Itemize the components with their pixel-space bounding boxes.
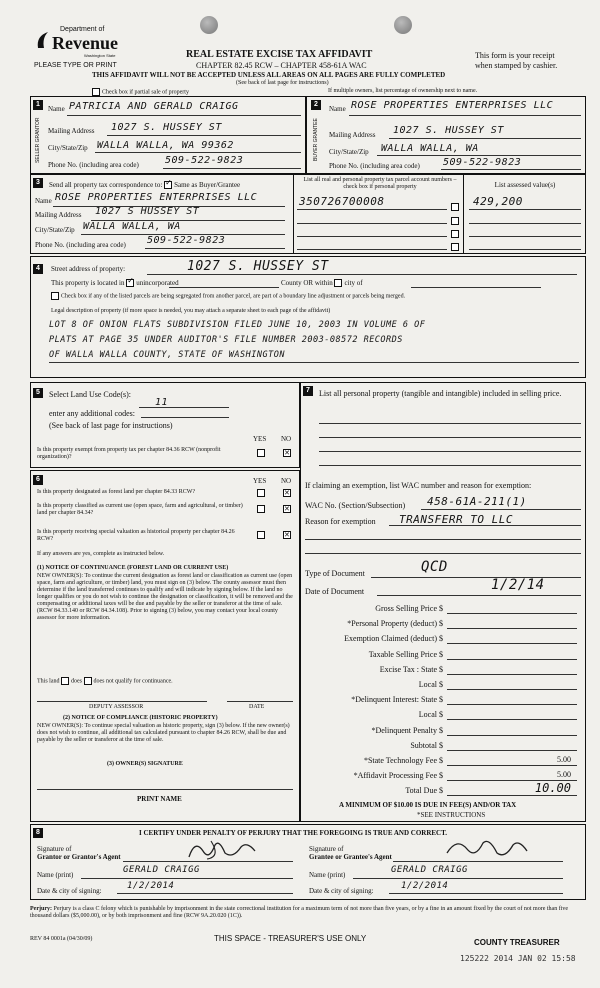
fee-row xyxy=(301,631,583,645)
personal-property-label: List all personal property (tangible and intangible) included in selling price. xyxy=(319,389,562,398)
seller-phone-value[interactable]: 509-522-9823 xyxy=(165,155,244,166)
current-use-yes-checkbox[interactable] xyxy=(257,505,265,513)
partial-sale-label: Check box if partial sale of property xyxy=(102,89,189,96)
fee-row xyxy=(301,647,583,661)
personal-property-checkbox-3[interactable] xyxy=(451,230,459,238)
notice1-body: NEW OWNER(S): To continue the current designation as forest land or classification as current use (open space, farm and agriculture, or timber) land, you must sign on (3) below. The county assessor must then determine if the land transferred continues to qualify and will indicate by signing below. If the land no longer qualifies or you do not wish to continue the designation or classification, it will be removed and the compensating or additional taxes will be due and payable by the seller or transferor at the time of sale. (RCW 84.33.140 or RCW 84.34.108). Prior to signing (3) below, you may contact your local county assessor for more information. xyxy=(37,573,293,621)
minimum-note: A MINIMUM OF $10.00 IS DUE IN FEE(S) AND/OR TAX xyxy=(339,801,517,809)
street-value[interactable]: 1027 S. HUSSEY ST xyxy=(187,259,329,274)
fee-label: Excise Tax : State $ xyxy=(379,664,443,674)
fee-label: *Delinquent Interest: State $ xyxy=(351,695,443,705)
fee-label: Total Due $ xyxy=(405,786,443,796)
logo-state: Washington State xyxy=(84,53,116,58)
fee-label: Exemption Claimed (deduct) $ xyxy=(344,634,443,644)
grantee-sig-label-1: Signature of xyxy=(309,845,344,853)
land-use-see-back: (See back of last page for instructions) xyxy=(49,421,173,430)
personal-property-checkbox-4[interactable] xyxy=(451,243,459,251)
logo-word: Revenue xyxy=(52,33,118,53)
land-use-label: Select Land Use Code(s): xyxy=(49,390,131,399)
perjury-note xyxy=(30,906,586,920)
section-number: 6 xyxy=(33,475,43,485)
tax-mailing-value[interactable]: 1027 S HUSSEY ST xyxy=(95,206,200,217)
treasurer-stamp: 125222 2014 JAN 02 15:58 xyxy=(460,954,576,963)
same-as-buyer-label: Same as Buyer/Grantee xyxy=(174,181,241,189)
buyer-mailing-label: Mailing Address xyxy=(329,131,376,139)
does-not-checkbox[interactable] xyxy=(84,677,92,685)
doc-type-label: Type of Document xyxy=(305,569,365,578)
send-to-label: Send all property tax correspondence to: xyxy=(49,181,163,189)
fee-value[interactable]: 10.00 xyxy=(534,781,571,796)
section-7-fees xyxy=(300,382,586,822)
see-instructions: *SEE INSTRUCTIONS xyxy=(417,811,486,819)
segregated-line xyxy=(51,292,405,300)
grantor-name-label: Name (print) xyxy=(37,871,74,879)
chapter-line: CHAPTER 82.45 RCW – CHAPTER 458-61A WAC xyxy=(196,61,367,70)
fee-row xyxy=(301,707,583,721)
unincorporated-checkbox[interactable]: ✓ xyxy=(127,276,134,286)
does-not-label: does not xyxy=(93,678,114,685)
fee-row xyxy=(301,601,583,615)
grantee-name-label: Name (print) xyxy=(309,871,346,879)
notice2-body: NEW OWNER(S): To continue special valuation as historic property, sign (3) below. If the new owner(s) does not wish to continue, all additional tax calculated pursuant to chapter 84.26 RCW, shall be due and payable by the seller or transferor at the time of sale. xyxy=(37,723,290,743)
grantor-date-label: Date & city of signing: xyxy=(37,887,102,895)
historic-yes-checkbox[interactable] xyxy=(257,531,265,539)
legal-line-2[interactable]: PLATS AT PAGE 35 UNDER AUDITOR'S FILE NUMBER 2003-08572 RECORDS xyxy=(49,335,403,345)
buyer-city-label: City/State/Zip xyxy=(329,148,369,156)
tax-mailing-label: Mailing Address xyxy=(35,211,82,219)
buyer-phone-label: Phone No. (including area code) xyxy=(329,162,420,170)
seller-city-label: City/State/Zip xyxy=(48,144,88,152)
county-treasurer: COUNTY TREASURER xyxy=(474,938,560,947)
buyer-city-value[interactable]: WALLA WALLA, WA xyxy=(381,143,479,154)
fee-label: *Personal Property (deduct) $ xyxy=(347,619,443,629)
section-number: 5 xyxy=(33,388,43,398)
does-label: does xyxy=(71,678,82,685)
legal-line-3[interactable]: OF WALLA WALLA COUNTY, STATE OF WASHINGTON xyxy=(49,350,285,360)
fee-row xyxy=(301,768,583,782)
multiple-owners-note: If multiple owners, list percentage of ownership next to name. xyxy=(328,88,478,94)
fee-value[interactable]: 5.00 xyxy=(557,755,571,764)
section-number: 8 xyxy=(33,828,43,838)
parcel-header: List all real and personal property tax parcel account numbers – check box if personal property xyxy=(303,177,457,190)
legal-line-1[interactable]: LOT 8 OF ONION FLATS SUBDIVISION FILED JUNE 10, 2003 IN VOLUME 6 OF xyxy=(49,320,426,330)
seller-mailing-value[interactable]: 1027 S. HUSSEY ST xyxy=(111,122,222,133)
fee-label: Local $ xyxy=(418,710,443,720)
reason-value[interactable]: TRANSFERR TO LLC xyxy=(399,513,513,526)
exempt-question: Is this property exempt from property tax per chapter 84.36 RCW (nonprofit organization)? xyxy=(37,447,221,460)
warning-line: THIS AFFIDAVIT WILL NOT BE ACCEPTED UNLESS ALL AREAS ON ALL PAGES ARE FULLY COMPLETED xyxy=(92,71,446,79)
punch-hole-left xyxy=(200,16,218,34)
section-number: 2 xyxy=(311,100,321,110)
unincorporated-label: unincorporated xyxy=(136,279,179,287)
continuance-line xyxy=(37,677,173,685)
grantee-date-label: Date & city of signing: xyxy=(309,887,374,895)
parcel-number-value[interactable]: 350726700008 xyxy=(299,195,385,208)
no-header-6: NO xyxy=(281,477,292,485)
owner-signature-label: (3) OWNER(S) SIGNATURE xyxy=(107,761,183,767)
qualify-label: qualify for continuance. xyxy=(115,678,173,685)
land-use-value[interactable]: 11 xyxy=(155,397,169,408)
fee-row xyxy=(301,677,583,691)
exempt-no-checkbox[interactable]: ✕ xyxy=(284,449,290,457)
buyer-phone-value[interactable]: 509-522-9823 xyxy=(443,157,522,168)
fee-row xyxy=(301,692,583,706)
receipt-note-1: This form is your receipt xyxy=(475,51,555,60)
county-label: County OR within xyxy=(281,279,333,287)
section-number: 7 xyxy=(303,386,313,396)
form-number: REV 84 0001a (04/30/09) xyxy=(30,936,93,942)
city-of-checkbox[interactable] xyxy=(334,279,342,287)
historic-question: Is this property receiving special valuation as historical property per chapter 84.26 RCW? xyxy=(37,529,235,542)
historic-no-checkbox[interactable]: ✕ xyxy=(284,531,290,539)
deputy-assessor-label: DEPUTY ASSESSOR xyxy=(89,704,144,710)
seller-name-value[interactable]: PATRICIA AND GERALD CRAIGG xyxy=(69,101,239,112)
print-name-label: PRINT NAME xyxy=(137,795,182,803)
section-8-signatures xyxy=(30,824,586,900)
grantee-name-value[interactable]: GERALD CRAIGG xyxy=(391,865,468,875)
fee-label: *State Technology Fee $ xyxy=(363,756,443,765)
personal-property-checkbox-1[interactable] xyxy=(451,203,459,211)
grantor-sig-label-2: Grantor or Grantor's Agent xyxy=(37,853,121,861)
fee-row xyxy=(301,783,583,797)
street-label: Street address of property: xyxy=(51,265,126,273)
located-label: This property is located in xyxy=(51,279,125,287)
same-as-buyer-checkbox[interactable]: ✓ xyxy=(165,178,172,188)
notice2-title: (2) NOTICE OF COMPLIANCE (HISTORIC PROPERTY) xyxy=(63,715,218,721)
fee-label: Gross Selling Price $ xyxy=(375,604,443,613)
yes-header-6: YES xyxy=(253,477,267,485)
buyer-side-label: BUYER GRANTEE xyxy=(313,118,319,162)
fee-value[interactable]: 5.00 xyxy=(557,770,571,780)
this-land-label: This land xyxy=(37,678,60,685)
seller-city-value[interactable]: WALLA WALLA, WA 99362 xyxy=(97,140,234,151)
page-title: REAL ESTATE EXCISE TAX AFFIDAVIT xyxy=(186,49,373,60)
section-5-land-use xyxy=(30,382,300,468)
fee-label: *Delinquent Penalty $ xyxy=(371,725,443,735)
seller-phone-label: Phone No. (including area code) xyxy=(48,161,139,169)
if-any-note: If any answers are yes, complete as instructed below. xyxy=(37,551,165,557)
grantee-signature[interactable] xyxy=(441,835,531,861)
fee-label: *Affidavit Processing Fee $ xyxy=(353,771,443,781)
fee-row xyxy=(301,723,583,737)
buyer-name-value[interactable]: ROSE PROPERTIES ENTERPRISES LLC xyxy=(351,100,554,111)
wac-label: WAC No. (Section/Subsection) xyxy=(305,501,406,510)
tax-city-label: City/State/Zip xyxy=(35,226,75,234)
seller-mailing-label: Mailing Address xyxy=(48,127,95,135)
doc-date-label: Date of Document xyxy=(305,587,365,596)
perjury-title: Perjury: xyxy=(30,906,52,912)
wac-value[interactable]: 458-61A-211(1) xyxy=(427,495,527,508)
fee-row xyxy=(301,738,583,752)
buyer-name-label: Name xyxy=(329,105,346,113)
grantor-signature[interactable] xyxy=(181,837,261,863)
section-2-buyer xyxy=(306,96,586,174)
logo-dept-line: Department of xyxy=(60,26,105,33)
grantor-sig-label-1: Signature of xyxy=(37,845,72,853)
tax-city-value[interactable]: WALLA WALLA, WA xyxy=(83,221,181,232)
section-number: 3 xyxy=(33,178,43,188)
tax-phone-label: Phone No. (including area code) xyxy=(35,241,126,249)
grantor-date-value[interactable]: 1/2/2014 xyxy=(127,881,175,891)
tax-name-label: Name xyxy=(35,197,52,205)
fee-label: Local $ xyxy=(418,680,443,689)
fee-label: Subtotal $ xyxy=(410,740,443,750)
fee-row xyxy=(301,616,583,630)
tax-name-value[interactable]: ROSE PROPERTIES ENTERPRISES LLC xyxy=(55,192,258,203)
personal-property-checkbox-2[interactable] xyxy=(451,217,459,225)
current-use-no-checkbox[interactable]: ✕ xyxy=(284,505,290,513)
forest-no-checkbox[interactable]: ✕ xyxy=(284,489,290,497)
segregated-checkbox[interactable] xyxy=(51,292,59,300)
tax-phone-value[interactable]: 509-522-9823 xyxy=(147,235,226,246)
county-line xyxy=(281,279,363,287)
receipt-note-2: when stamped by cashier. xyxy=(475,61,558,70)
grantee-date-value[interactable]: 1/2/2014 xyxy=(401,881,449,891)
exempt-yes-checkbox[interactable] xyxy=(257,449,265,457)
doc-date-value[interactable]: 1/2/14 xyxy=(491,577,545,593)
section-1-seller xyxy=(30,96,306,174)
certify-line: I CERTIFY UNDER PENALTY OF PERJURY THAT THE FOREGOING IS TRUE AND CORRECT. xyxy=(139,829,448,837)
yes-header: YES xyxy=(253,435,267,443)
seller-side-label: SELLER GRANTOR xyxy=(35,117,41,163)
department-logo xyxy=(34,24,124,60)
section-6-designation xyxy=(30,470,300,822)
assessed-header: List assessed value(s) xyxy=(494,181,556,189)
forest-question: Is this property designated as forest land per chapter 84.33 RCW? xyxy=(37,489,196,495)
notice1-title: (1) NOTICE OF CONTINUANCE (FOREST LAND OR CURRENT USE) xyxy=(37,565,229,571)
partial-sale-checkbox[interactable] xyxy=(92,88,100,96)
fee-row xyxy=(301,753,583,767)
current-use-question: Is this property classified as current use (open space, farm and agricultural, or timber) land per chapter 84.34? xyxy=(37,503,243,516)
city-of-label: city of xyxy=(344,279,363,287)
assessed-value[interactable]: 429,200 xyxy=(473,195,523,208)
section-4-property xyxy=(30,256,586,378)
punch-hole-right xyxy=(394,16,412,34)
does-checkbox[interactable] xyxy=(61,677,69,685)
legal-label: Legal description of property (if more space is needed, you may attach a separate sheet to each page of the affidavit) xyxy=(51,308,331,314)
seller-name-label: Name xyxy=(48,105,65,113)
doc-type-value[interactable]: QCD xyxy=(421,559,448,575)
section-number: 4 xyxy=(33,264,43,274)
fee-row xyxy=(301,662,583,676)
perjury-body: Perjury is a class C felony which is punishable by imprisonment in the state correctional institution for a maximum term of not more than five years, or by a fine in an amount fixed by the court of not more than five thousand dollars ($5,000.00), or by both imprisonment and fine (RCW 9A.20.020 (1C)). xyxy=(30,906,569,919)
send-to-line xyxy=(49,178,241,189)
grantee-sig-label-2: Grantee or Grantee's Agent xyxy=(309,853,392,861)
additional-codes-label: enter any additional codes: xyxy=(49,409,135,418)
section-3-correspondence xyxy=(30,174,586,254)
exemption-label: If claiming an exemption, list WAC number and reason for exemption: xyxy=(305,481,532,490)
reason-label: Reason for exemption xyxy=(305,517,376,526)
buyer-mailing-value[interactable]: 1027 S. HUSSEY ST xyxy=(393,125,504,136)
treasurer-space: THIS SPACE - TREASURER'S USE ONLY xyxy=(214,934,367,943)
segregated-note: Check box if any of the listed parcels are being segregated from another parcel, are part of a boundary line adjustment or parcels being merged. xyxy=(61,293,406,300)
see-back-line: (See back of last page for instructions) xyxy=(236,80,329,86)
located-line xyxy=(51,276,179,287)
fee-label: Taxable Selling Price $ xyxy=(368,649,443,659)
grantor-name-value[interactable]: GERALD CRAIGG xyxy=(123,865,200,875)
no-header: NO xyxy=(281,435,292,443)
forest-yes-checkbox[interactable] xyxy=(257,489,265,497)
date-label: DATE xyxy=(249,704,265,710)
type-or-print: PLEASE TYPE OR PRINT xyxy=(34,62,117,69)
section-number: 1 xyxy=(33,100,43,110)
